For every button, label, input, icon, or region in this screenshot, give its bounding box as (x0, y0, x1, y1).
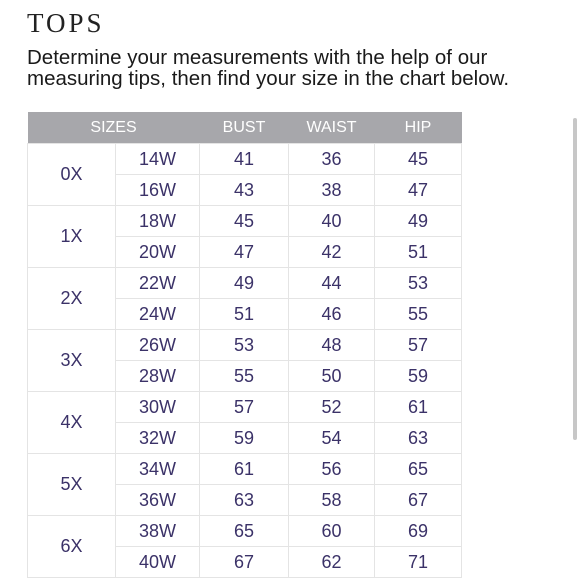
header-waist: WAIST (289, 112, 375, 144)
hip-cell: 65 (375, 454, 462, 485)
waist-cell: 58 (289, 485, 375, 516)
table-row (28, 454, 462, 485)
waist-cell: 60 (289, 516, 375, 547)
waist-cell: 44 (289, 268, 375, 299)
size-cell: 38W (116, 516, 200, 547)
table-row (28, 268, 462, 299)
bust-cell: 41 (200, 144, 289, 175)
size-cell: 16W (116, 175, 200, 206)
bust-cell: 63 (200, 485, 289, 516)
size-group-label: 1X (28, 206, 116, 268)
waist-cell: 36 (289, 144, 375, 175)
size-group-label: 4X (28, 392, 116, 454)
hip-cell: 67 (375, 485, 462, 516)
scrollbar[interactable] (573, 118, 577, 440)
waist-cell: 54 (289, 423, 375, 454)
hip-cell: 51 (375, 237, 462, 268)
bust-cell: 43 (200, 175, 289, 206)
header-hip: HIP (375, 112, 462, 144)
waist-cell: 50 (289, 361, 375, 392)
table-row (28, 516, 462, 547)
bust-cell: 51 (200, 299, 289, 330)
hip-cell: 47 (375, 175, 462, 206)
bust-cell: 61 (200, 454, 289, 485)
header-sizes: SIZES (28, 112, 200, 144)
waist-cell: 40 (289, 206, 375, 237)
bust-cell: 57 (200, 392, 289, 423)
table-row (28, 206, 462, 237)
waist-cell: 38 (289, 175, 375, 206)
bust-cell: 59 (200, 423, 289, 454)
hip-cell: 45 (375, 144, 462, 175)
size-group-label: 2X (28, 268, 116, 330)
size-cell: 34W (116, 454, 200, 485)
table-body (28, 144, 462, 578)
waist-cell: 62 (289, 547, 375, 578)
size-cell: 36W (116, 485, 200, 516)
header-bust: BUST (200, 112, 289, 144)
size-cell: 22W (116, 268, 200, 299)
bust-cell: 67 (200, 547, 289, 578)
size-cell: 18W (116, 206, 200, 237)
hip-cell: 69 (375, 516, 462, 547)
size-cell: 26W (116, 330, 200, 361)
hip-cell: 61 (375, 392, 462, 423)
size-group-label: 3X (28, 330, 116, 392)
hip-cell: 57 (375, 330, 462, 361)
size-chart-table (27, 112, 462, 578)
hip-cell: 63 (375, 423, 462, 454)
size-cell: 14W (116, 144, 200, 175)
intro-text: Determine your measurements with the help of our measuring tips, then find your size in the chart below. (27, 46, 510, 90)
waist-cell: 52 (289, 392, 375, 423)
bust-cell: 55 (200, 361, 289, 392)
size-cell: 28W (116, 361, 200, 392)
bust-cell: 47 (200, 237, 289, 268)
size-cell: 20W (116, 237, 200, 268)
table-row (28, 392, 462, 423)
waist-cell: 42 (289, 237, 375, 268)
hip-cell: 59 (375, 361, 462, 392)
page-title: TOPS (27, 8, 105, 38)
bust-cell: 53 (200, 330, 289, 361)
table-row (28, 330, 462, 361)
bust-cell: 49 (200, 268, 289, 299)
waist-cell: 56 (289, 454, 375, 485)
table-row (28, 144, 462, 175)
size-cell: 24W (116, 299, 200, 330)
size-cell: 40W (116, 547, 200, 578)
size-group-label: 0X (28, 144, 116, 206)
table-header-row (28, 112, 462, 144)
hip-cell: 71 (375, 547, 462, 578)
size-group-label: 6X (28, 516, 116, 578)
size-cell: 30W (116, 392, 200, 423)
waist-cell: 46 (289, 299, 375, 330)
hip-cell: 55 (375, 299, 462, 330)
bust-cell: 45 (200, 206, 289, 237)
waist-cell: 48 (289, 330, 375, 361)
size-cell: 32W (116, 423, 200, 454)
hip-cell: 49 (375, 206, 462, 237)
size-group-label: 5X (28, 454, 116, 516)
hip-cell: 53 (375, 268, 462, 299)
bust-cell: 65 (200, 516, 289, 547)
